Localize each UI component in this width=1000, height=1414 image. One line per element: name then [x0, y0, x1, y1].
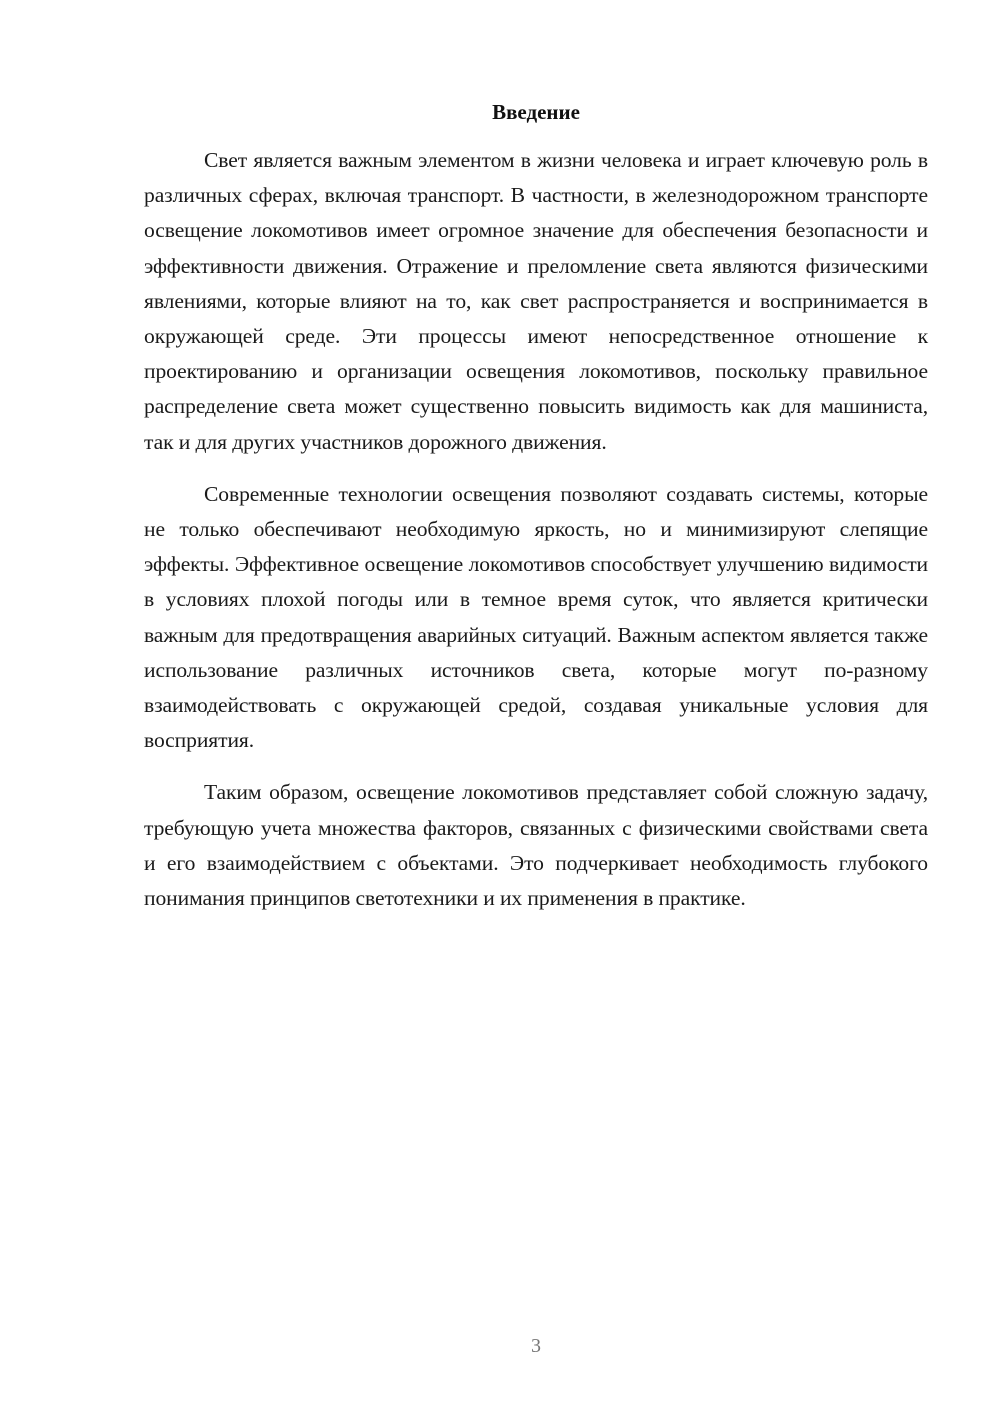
paragraph-intro: Свет является важным элементом в жизни человека и играет ключевую роль в различных сферах, включая транспорт. В частности, в железнодорожном транспорте освещение локомотивов имеет огромное значение для обеспечения безопасности и эффективности движения. Отражение и преломление света являются физическими явлениями, которые влияют на то, как свет распространяется и воспринимается в окружающей среде. Эти процессы имеют непосредственное отношение к проектированию и организации освещения локомотивов, поскольку правильное распределение света может существенно повысить видимость как для машиниста, так и для других участников дорожного движения.	[144, 148, 928, 454]
page-number: 3	[531, 1335, 541, 1357]
paragraph-technologies: Современные технологии освещения позволяют создавать системы, которые не только обеспечивают необходимую яркость, но и минимизируют слепящие эффекты. Эффективное освещение локомотивов способствует улучшению видимости в условиях плохой погоды или в темное время суток, что является критически важным для предотвращения аварийных ситуаций. Важным аспектом является также использование различных источников света, которые могут по-разному взаимодействовать с окружающей средой, создавая уникальные условия для восприятия.	[144, 481, 928, 753]
paragraph-conclusion: Таким образом, освещение локомотивов представляет собой сложную задачу, требующую учета множества факторов, связанных с физическими свойствами света и его взаимодействием с объектами. Это подчеркивает необходимость глубокого понимания принципов светотехники и их применения в практике.	[144, 780, 928, 911]
section-title: Введение	[492, 100, 580, 124]
body-text	[144, 143, 928, 933]
